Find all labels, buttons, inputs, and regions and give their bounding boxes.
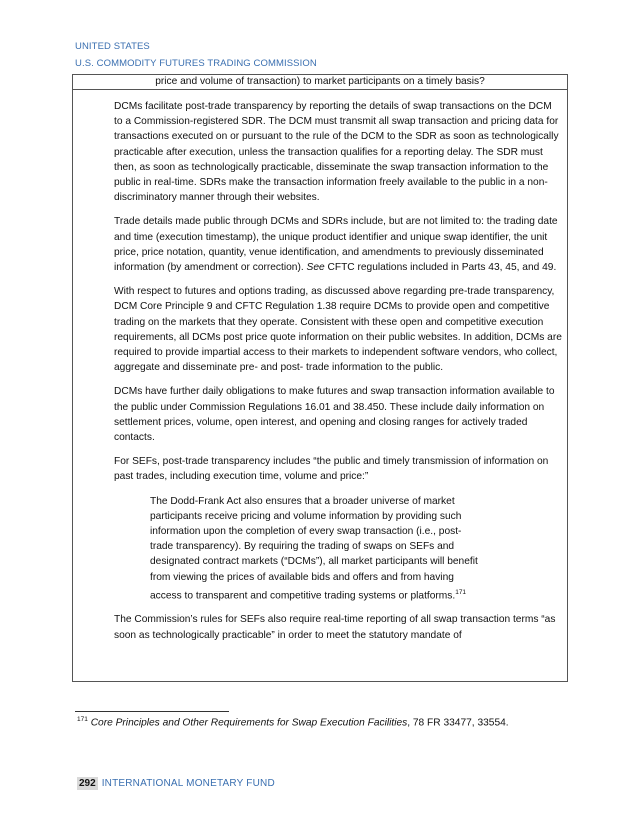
- block-quote-text: The Dodd-Frank Act also ensures that a broader universe of market participants receive pricing and volume information by providing such information upon the completion of every swap transaction (i.e., post-trade transparency). By requiring the trading of swaps on SEFs and designated contract markets (“DCMs”), all market participants will benefit from viewing the prices of available bids and offers and from having access to transparent and competitive trading systems or platforms.: [150, 495, 478, 602]
- header-country: UNITED STATES: [75, 41, 150, 52]
- see-signal: See: [306, 262, 325, 274]
- paragraph-daily-obligations: DCMs have further daily obligations to make futures and swap transaction information available to the public under Commission Regulations 16.01 and 38.450. These include daily information on settlement prices, volume, open interest, and opening and closing ranges for actively traded contacts.: [114, 386, 555, 444]
- footnote: [77, 716, 509, 728]
- table-top-row: price and volume of transaction) to market participants on a timely basis?: [72, 74, 568, 90]
- paragraph-sef-transparency: For SEFs, post-trade transparency includes “the public and timely transmission of information on past trades, including execution time, volume and price:”: [114, 456, 549, 483]
- page-footer: [77, 778, 275, 789]
- footnote-ref-171: 171: [455, 588, 467, 596]
- paragraph-trade-details: [114, 214, 562, 275]
- paragraph-trade-details-text: Trade details made public through DCMs and SDRs include, but are not limited to: the trading date and time (execution timestamp), the unique product identifier and unique swap identifier, the unit price, price notation, quantity, venue identification, and amendments to previously disseminated information (by amendment or correction).: [114, 216, 558, 274]
- footnote-citation: , 78 FR 33477, 33554.: [407, 717, 509, 729]
- paragraph-trade-details-tail: CFTC regulations included in Parts 43, 45, and 49.: [324, 262, 557, 274]
- page-number: 292: [79, 778, 96, 789]
- paragraph-sef-rules: The Commission’s rules for SEFs also require real-time reporting of all swap transaction terms “as soon as technologically practicable” in order to meet the statutory mandate of: [114, 614, 556, 641]
- block-quote: [150, 494, 480, 604]
- header-agency: U.S. COMMODITY FUTURES TRADING COMMISSION: [75, 58, 317, 69]
- footnote-divider: [75, 711, 229, 712]
- paragraph-dcm-reporting: DCMs facilitate post-trade transparency by reporting the details of swap transactions on the DCM to a Commission-registered SDR. The DCM must transmit all swap transaction and pricing data for transactions executed on or pursuant to the rule of the DCM to the SDR as soon as technologically practicable after execution, unless the transaction qualifies for a reporting delay. The SDR must then, as soon as technologically practicable, disseminate the swap transaction information to the public in real-time. SDRs make the transaction information freely available to the public in a non-discriminatory manner through their websites.: [114, 101, 559, 204]
- footnote-number: 171: [77, 716, 88, 723]
- footer-organization: INTERNATIONAL MONETARY FUND: [101, 778, 275, 789]
- body-content: [114, 99, 562, 652]
- footnote-title: Core Principles and Other Requirements for Swap Execution Facilities: [90, 717, 408, 729]
- paragraph-futures-options: With respect to futures and options trading, as discussed above regarding pre-trade transparency, DCM Core Principle 9 and CFTC Regulation 1.38 require DCMs to provide open and competitive trading on the markets that they operate. Consistent with these open and competitive execution requirements, all DCMs post price quote information on their public websites. In addition, DCMs are required to provide impartial access to their markets to independent software vendors, who collect, aggregate and disseminate pre- and post- trade information to the public.: [114, 286, 562, 374]
